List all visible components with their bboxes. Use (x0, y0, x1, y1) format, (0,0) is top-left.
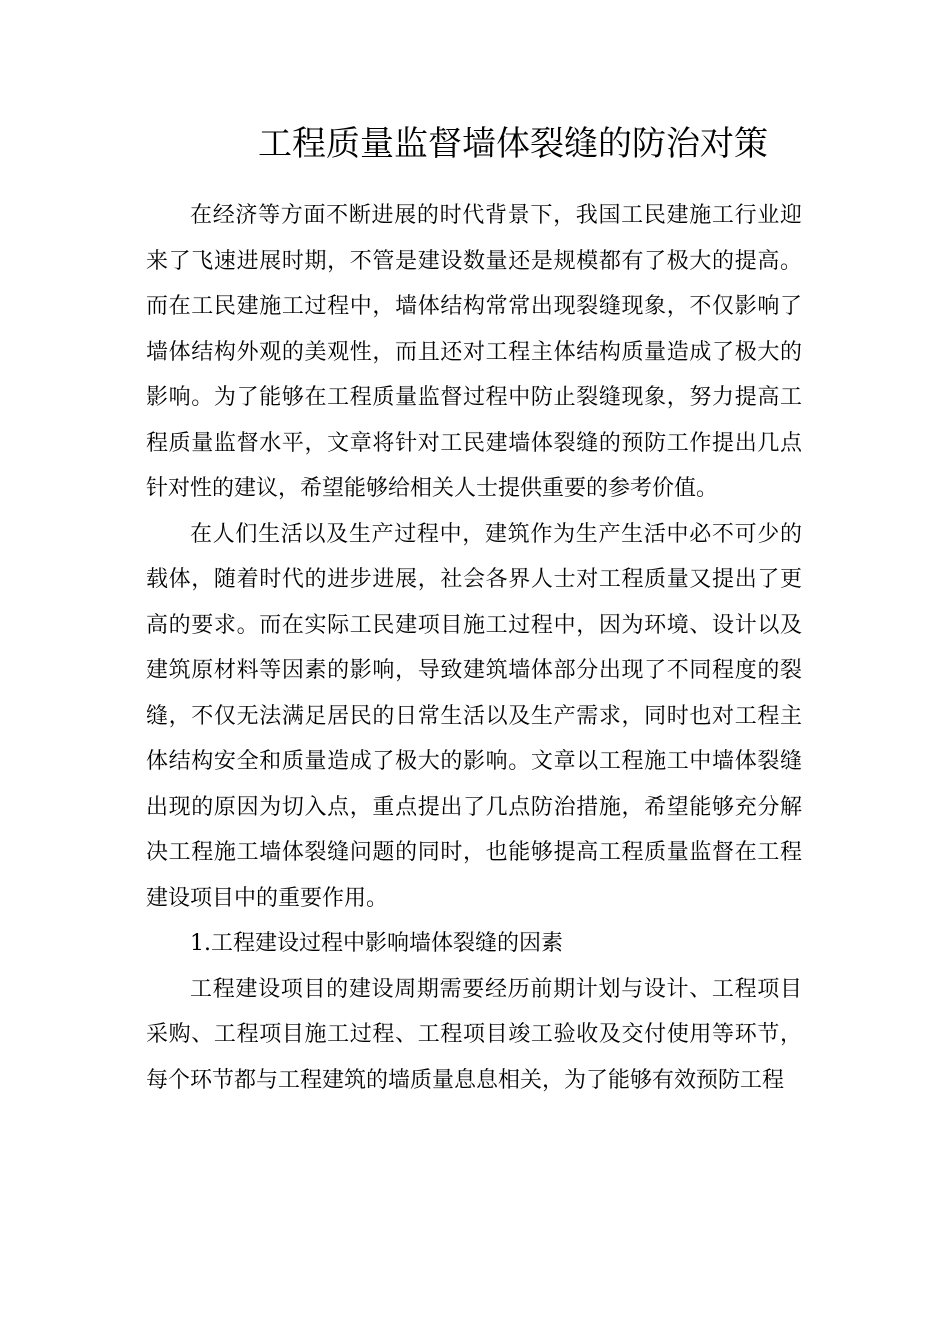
document-body (146, 193, 802, 1103)
paragraph-section-1: 工程建设项目的建设周期需要经历前期计划与设计、工程项目采购、工程项目施工过程、工程项目竣工验收及交付使用等环节，每个环节都与工程建筑的墙质量息息相关，为了能够有效预防工程 (146, 976, 802, 1093)
document-title: 工程质量监督墙体裂缝的防治对策 (258, 124, 768, 164)
paragraph-intro: 在经济等方面不断进展的时代背景下，我国工民建施工行业迎来了飞速进展时期，不管是建设数量还是规模都有了极大的提高。而在工民建施工过程中，墙体结构常常出现裂缝现象，不仅影响了墙体结构外观的美观性，而且还对工程主体结构质量造成了极大的影响。为了能够在工程质量监督过程中防止裂缝现象，努力提高工程质量监督水平，文章将针对工民建墙体裂缝的预防工作提出几点针对性的建议，希望能够给相关人士提供重要的参考价值。 (146, 203, 802, 501)
paragraph-background: 在人们生活以及生产过程中，建筑作为生产生活中必不可少的载体，随着时代的进步进展，社会各界人士对工程质量又提出了更高的要求。而在实际工民建项目施工过程中，因为环境、设计以及建筑原材料等因素的影响，导致建筑墙体部分出现了不同程度的裂缝，不仅无法满足居民的日常生活以及生产需求，同时也对工程主体结构安全和质量造成了极大的影响。文章以工程施工中墙体裂缝出现的原因为切入点，重点提出了几点防治措施，希望能够充分解决工程施工墙体裂缝问题的同时，也能够提高工程质量监督在工程建设项目中的重要作用。 (146, 521, 802, 911)
section-heading: 1.工程建设过程中影响墙体裂缝的因素 (190, 931, 563, 956)
